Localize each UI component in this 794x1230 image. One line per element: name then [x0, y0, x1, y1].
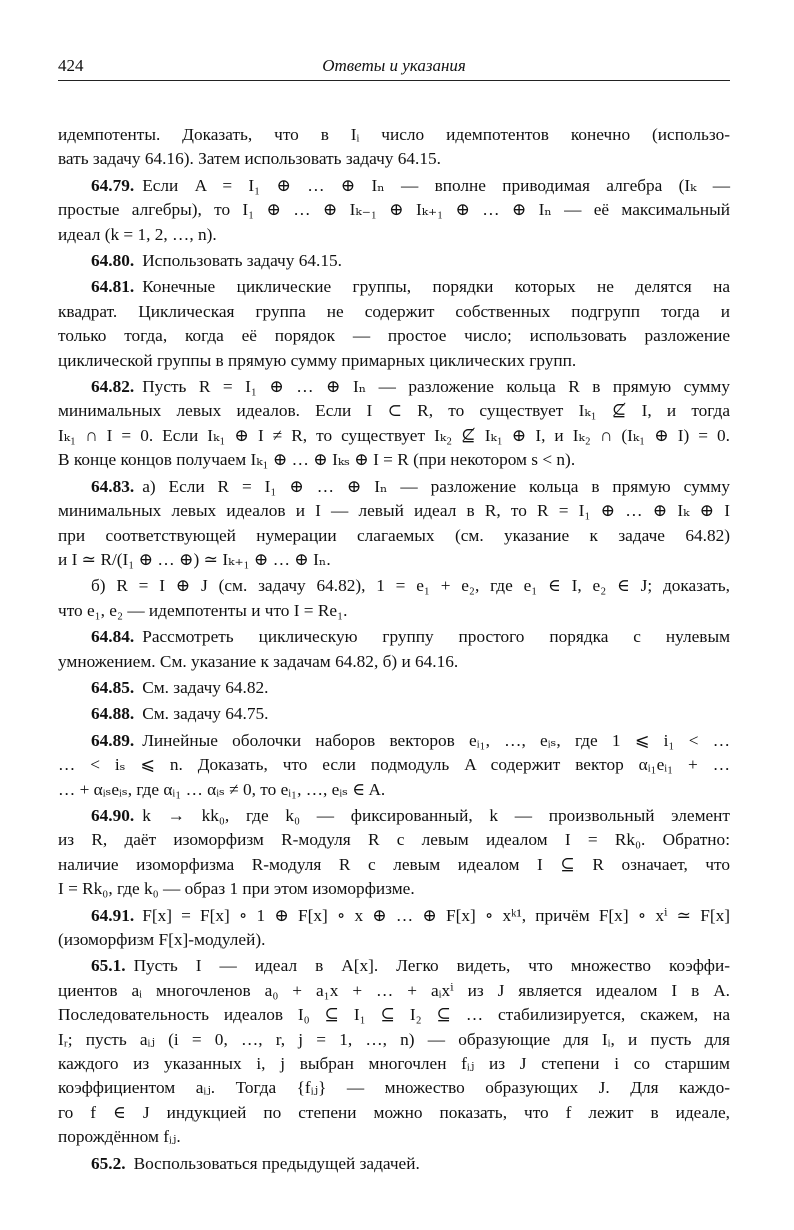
answer-64-82 — [58, 375, 730, 473]
line-text: при соответствующей нумерации слагаемых (см. указание к задаче 64.82) — [58, 525, 730, 545]
text-line — [58, 300, 730, 324]
line-text: коэффициентом aᵢⱼ. Тогда {fᵢⱼ} — множество образующих J. Для каждо- — [58, 1078, 730, 1098]
line-text: F[x] = F[x] ∘ 1 ⊕ F[x] ∘ x ⊕ … ⊕ F[x] ∘ xᵏ¹, причём F[x] ∘ xⁱ ≃ F[x] — [142, 905, 730, 925]
text-line — [58, 123, 730, 147]
line-text: минимальных левых идеалов. Если I ⊂ R, то существует Iₖ₁ ⊈ I, и тогда — [58, 401, 730, 421]
line-text: квадрат. Циклическая группа не содержит собственных подгрупп тогда и — [58, 301, 730, 321]
line-text: порождённом fᵢⱼ. — [58, 1127, 181, 1147]
text-line — [58, 1076, 730, 1100]
text-line — [58, 424, 730, 448]
text-line — [58, 877, 730, 901]
answer-number: 65.1. — [91, 956, 126, 976]
text-line — [58, 548, 730, 572]
answer-number: 64.80. — [91, 251, 135, 271]
text-line — [58, 753, 730, 777]
line-text: Конечные циклические группы, порядки которых не делятся на — [142, 277, 730, 297]
text-line — [58, 979, 730, 1003]
line-text: Iᵣ; пусть aᵢⱼ (i = 0, …, r, j = 1, …, n) — образующие для Iᵢ, и пусть для — [58, 1029, 730, 1049]
text-line — [58, 1003, 730, 1027]
line-text: См. задачу 64.75. — [142, 704, 269, 724]
line-text: … < iₛ ⩽ n. Доказать, что если подмодуль A содержит вектор αᵢ₁eᵢ₁ + … — [58, 755, 730, 775]
text-line — [58, 1101, 730, 1125]
line-text: а) Если R = I₁ ⊕ … ⊕ Iₙ — разложение кольца в прямую сумму — [142, 476, 730, 496]
line-text: … + αᵢₛeᵢₛ, где αᵢ₁ … αᵢₛ ≠ 0, то eᵢ₁, …, eᵢₛ ∈ A. — [58, 779, 386, 799]
line-text: Рассмотреть циклическую группу простого порядка с нулевым — [142, 627, 730, 647]
line-text: го f ∈ J индукцией по степени можно показать, что f лежит в идеале, — [58, 1102, 730, 1122]
line-text: См. задачу 64.82. — [142, 677, 269, 697]
line-text: простые алгебры), то I₁ ⊕ … ⊕ Iₖ₋₁ ⊕ Iₖ₊₁ ⊕ … ⊕ Iₙ — её максимальный — [58, 200, 730, 220]
text-line — [58, 448, 730, 472]
text-line — [58, 650, 730, 674]
text-line — [58, 198, 730, 222]
line-text: Линейные оболочки наборов векторов eᵢ₁, …, eᵢₛ, где 1 ⩽ i₁ < … — [142, 730, 730, 750]
text-line — [58, 828, 730, 852]
running-title: Ответы и указания — [322, 56, 466, 75]
page-body — [58, 121, 730, 1176]
answer-number: 64.90. — [91, 805, 135, 825]
line-text: I = Rk₀, где k₀ — образ 1 при этом изоморфизме. — [58, 879, 415, 899]
answer-64-91 — [58, 904, 730, 953]
answer-number: 64.83. — [91, 476, 135, 496]
line-text: и I ≃ R/(I₁ ⊕ … ⊕) ≃ Iₖ₊₁ ⊕ … ⊕ Iₙ. — [58, 549, 331, 569]
answer-65-2 — [58, 1152, 730, 1176]
line-text: k → kk₀, где k₀ — фиксированный, k — произвольный элемент — [142, 805, 730, 825]
text-line — [58, 223, 730, 247]
answer-number: 64.91. — [91, 905, 135, 925]
text-line — [58, 147, 730, 171]
paragraph — [58, 574, 730, 623]
text-line — [58, 499, 730, 523]
text-line — [58, 778, 730, 802]
line-text: из R, даёт изоморфизм R-модуля R с левым идеалом I = Rk₀. Обратно: — [58, 830, 730, 850]
line-text: циентов aᵢ многочленов a₀ + a₁x + … + aᵢxⁱ из J является идеалом I в A. — [58, 980, 730, 1000]
text-line — [58, 249, 730, 273]
line-text: идемпотенты. Доказать, что в Iᵢ число идемпотентов конечно (использо- — [58, 125, 730, 144]
line-text: В конце концов получаем Iₖ₁ ⊕ … ⊕ Iₖₛ ⊕ I = R (при некотором s < n). — [58, 450, 576, 470]
line-text: Пусть I — идеал в A[x]. Легко видеть, что множество коэффи- — [133, 956, 730, 976]
line-text: Воспользоваться предыдущей задачей. — [133, 1153, 420, 1173]
text-line — [58, 1125, 730, 1149]
line-text: (изоморфизм F[x]-модулей). — [58, 930, 266, 949]
text-line — [58, 599, 730, 623]
text-line — [58, 174, 730, 198]
answer-64-83 — [58, 475, 730, 573]
line-text: наличие изоморфизма R-модуля R с левым идеалом I ⊆ R означает, что — [58, 854, 730, 874]
text-line — [58, 904, 730, 928]
line-text: Использовать задачу 64.15. — [142, 251, 342, 271]
text-line — [58, 1028, 730, 1052]
text-line — [58, 524, 730, 548]
line-text: б) R = I ⊕ J (см. задачу 64.82), 1 = e₁ + e₂, где e₁ ∈ I, e₂ ∈ J; доказать, — [91, 576, 730, 596]
line-text: Пусть R = I₁ ⊕ … ⊕ Iₙ — разложение кольца R в прямую сумму — [142, 377, 730, 397]
line-text: минимальных левых идеалов и I — левый идеал в R, то R = I₁ ⊕ … ⊕ Iₖ ⊕ I — [58, 501, 730, 521]
answer-64-79 — [58, 174, 730, 247]
answer-number: 65.2. — [91, 1153, 126, 1173]
text-line — [58, 1052, 730, 1076]
answer-65-1 — [58, 954, 730, 1149]
answer-number: 64.85. — [91, 677, 135, 697]
line-text: только тогда, когда её порядок — простое число; использовать разложение — [58, 326, 730, 346]
text-line — [58, 928, 730, 952]
text-line — [58, 574, 730, 598]
text-line — [58, 954, 730, 978]
text-line — [58, 625, 730, 649]
text-line — [58, 349, 730, 373]
text-line — [58, 804, 730, 828]
line-text: Если A = I₁ ⊕ … ⊕ Iₙ — вполне приводимая алгебра (Iₖ — — [142, 175, 730, 195]
answer-number: 64.81. — [91, 277, 135, 297]
page-number: 424 — [58, 56, 84, 75]
paragraph — [58, 123, 730, 172]
answer-64-85 — [58, 676, 730, 700]
text-line — [58, 399, 730, 423]
text-line — [58, 375, 730, 399]
text-line — [58, 475, 730, 499]
text-line — [58, 853, 730, 877]
line-text: умножением. См. указание к задачам 64.82, б) и 64.16. — [58, 651, 459, 671]
line-text: Последовательность идеалов I₀ ⊆ I₁ ⊆ I₂ ⊆ … стабилизируется, скажем, на — [58, 1005, 730, 1025]
answer-number: 64.88. — [91, 704, 135, 724]
page-header — [58, 56, 730, 80]
answer-64-88 — [58, 702, 730, 726]
answer-64-80 — [58, 249, 730, 273]
answer-64-84 — [58, 625, 730, 674]
text-line — [58, 275, 730, 299]
line-text: вать задачу 64.16). Затем использовать задачу 64.15. — [58, 149, 441, 169]
answer-number: 64.89. — [91, 730, 135, 750]
text-line — [58, 729, 730, 753]
text-line — [58, 1152, 730, 1176]
line-text: что e₁, e₂ — идемпотенты и что I = Re₁. — [58, 600, 348, 620]
answer-number: 64.82. — [91, 377, 135, 397]
text-line — [58, 702, 730, 726]
answer-64-89 — [58, 729, 730, 802]
line-text: каждого из указанных i, j выбран многочлен fᵢⱼ из J степени i со старшим — [58, 1054, 730, 1074]
text-line — [58, 324, 730, 348]
header-rule — [58, 80, 730, 81]
answer-64-81 — [58, 275, 730, 373]
answer-number: 64.79. — [91, 175, 135, 195]
text-line — [58, 676, 730, 700]
answer-number: 64.84. — [91, 627, 135, 647]
answer-64-90 — [58, 804, 730, 902]
line-text: идеал (k = 1, 2, …, n). — [58, 224, 217, 244]
line-text: Iₖ₁ ∩ I = 0. Если Iₖ₁ ⊕ I ≠ R, то существует Iₖ₂ ⊈ Iₖ₁ ⊕ I, и Iₖ₂ ∩ (Iₖ₁ ⊕ I) = 0. — [58, 425, 730, 445]
line-text: циклической группы в прямую сумму примарных циклических групп. — [58, 350, 577, 370]
